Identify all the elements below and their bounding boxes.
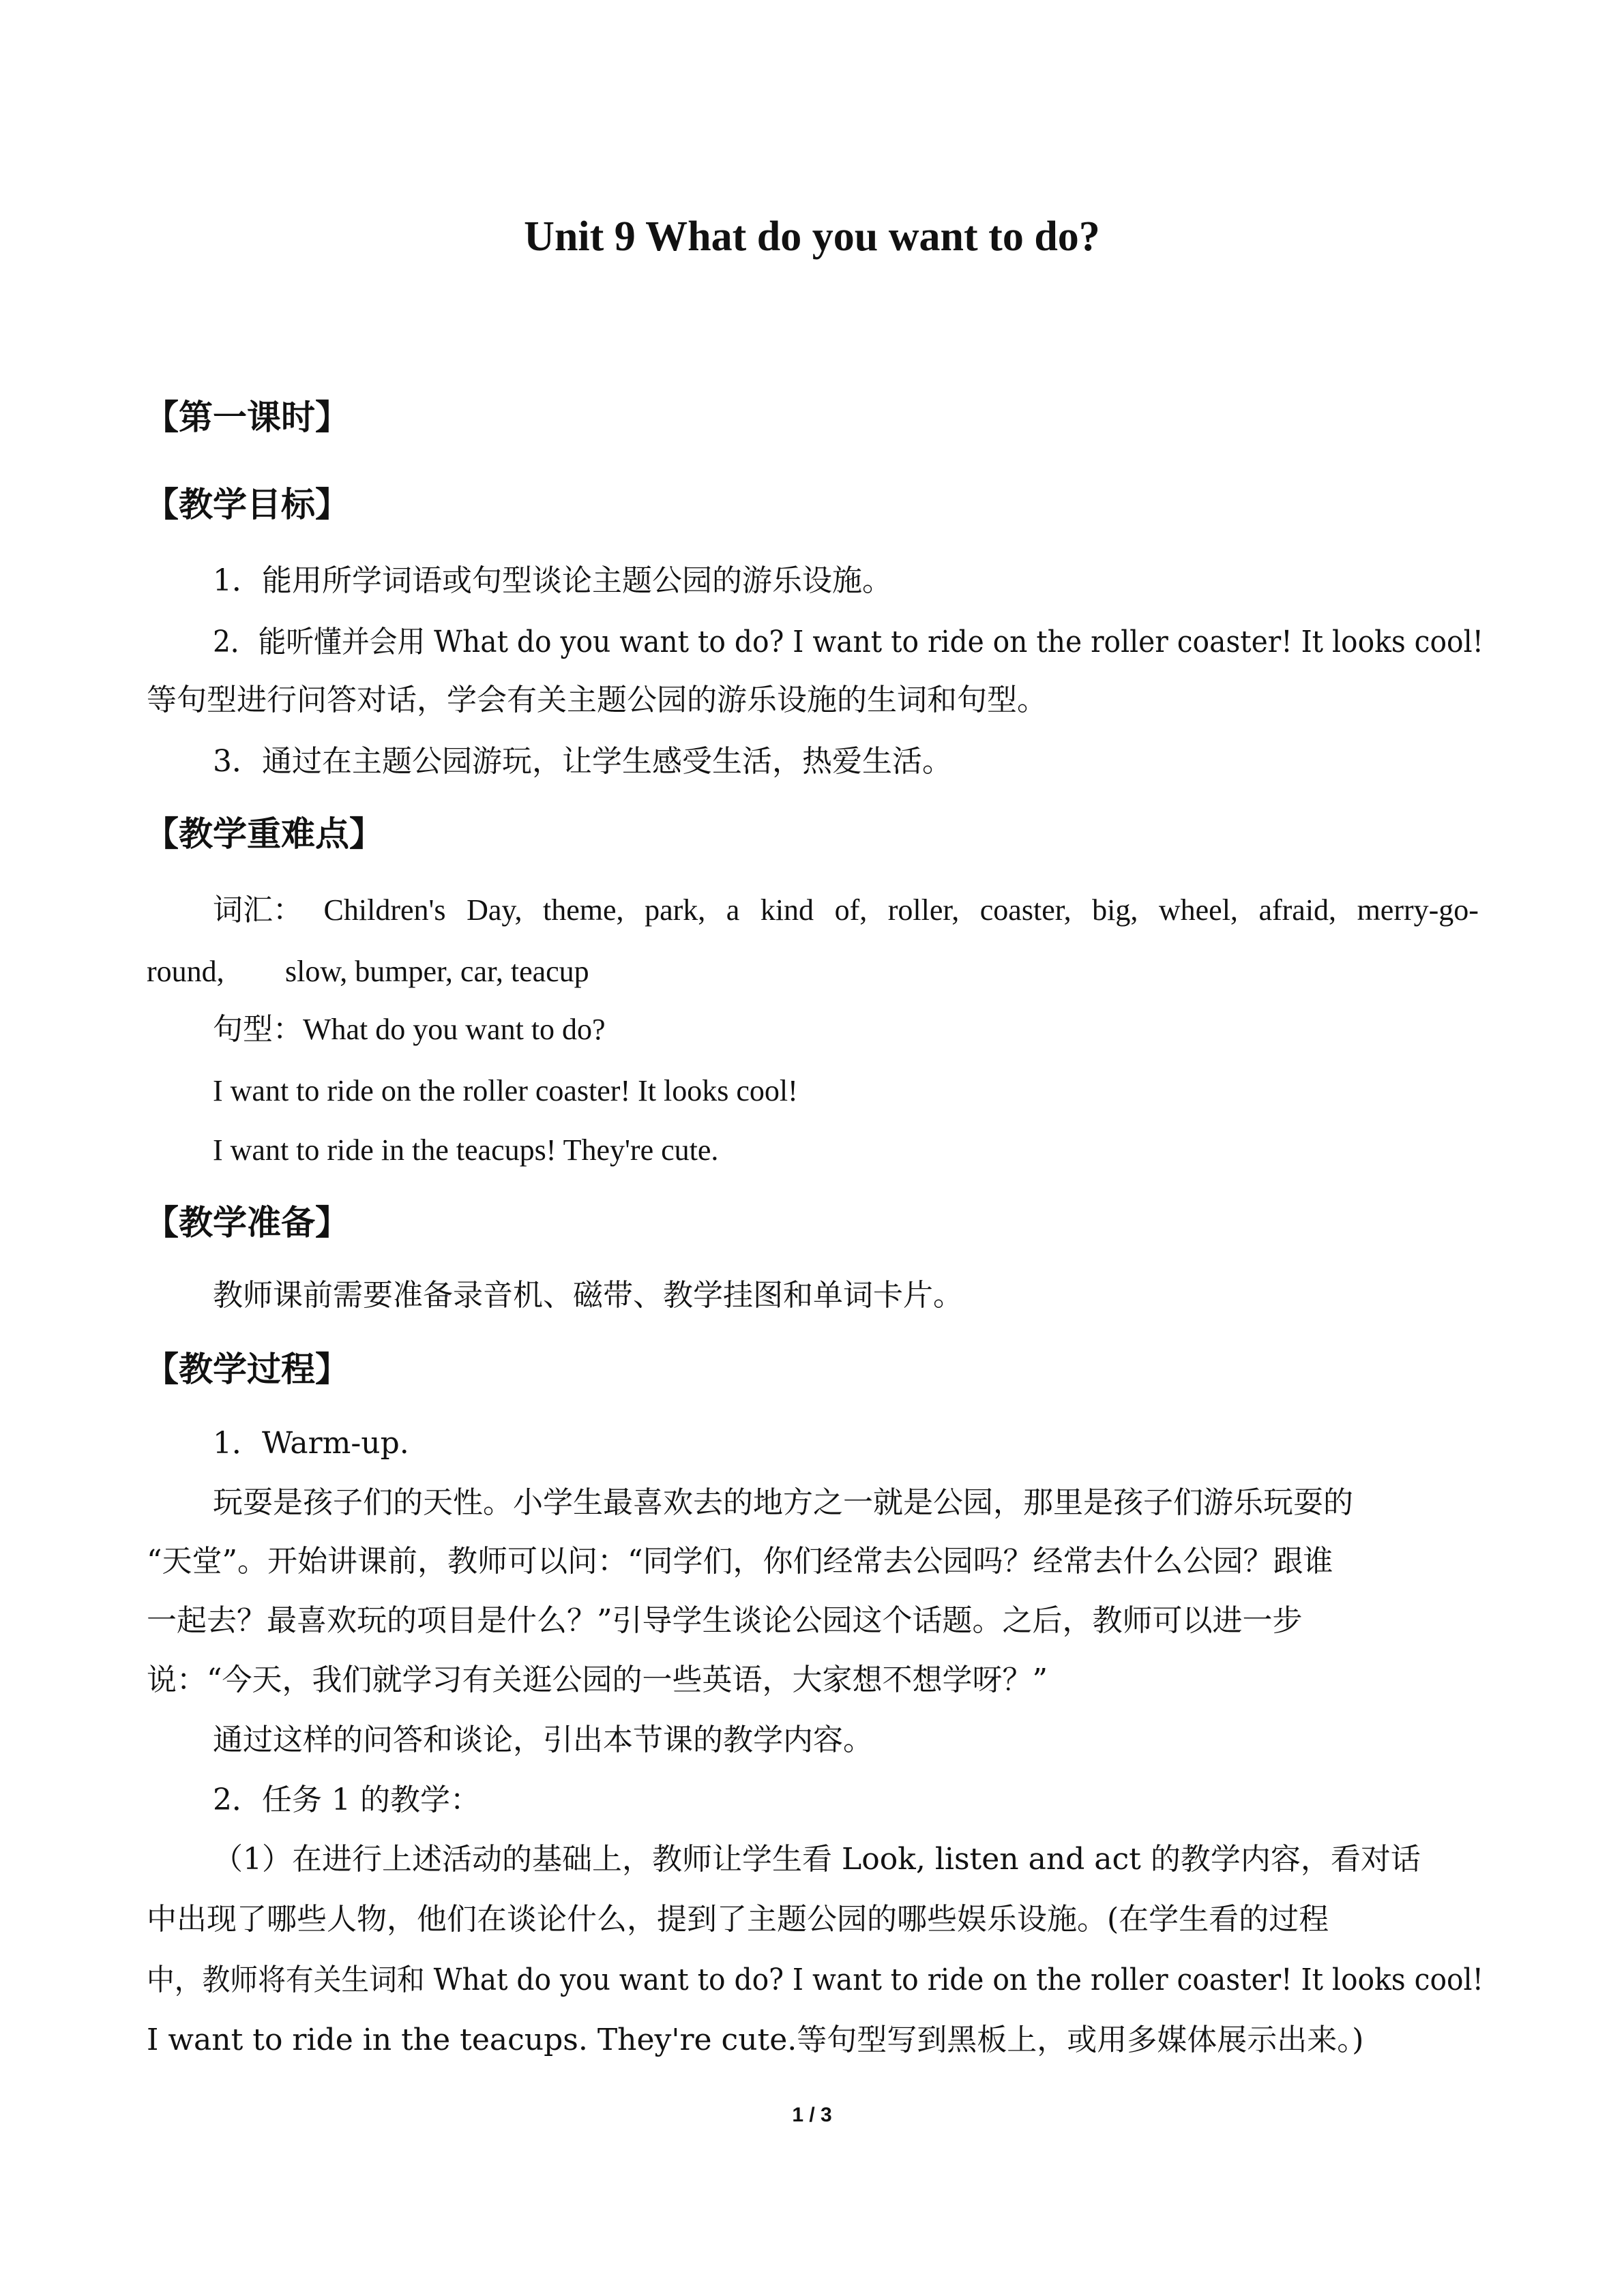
vocab-word: big, — [1092, 893, 1138, 927]
vocab-word: Children's — [323, 893, 446, 927]
pattern-1: What do you want to do? — [303, 1013, 606, 1046]
pattern-3: I want to ride in the teacups! They're cute. — [213, 1133, 719, 1167]
vocab-word: afraid, — [1258, 893, 1337, 927]
vocab-line-2-start: round, — [147, 955, 224, 988]
vocab-word: kind — [760, 893, 814, 927]
pattern-2: I want to ride on the roller coaster! It looks cool! — [213, 1074, 798, 1107]
process-step-1: 1．Warm-up. — [213, 1426, 409, 1461]
process-paragraph-1-line-4: 说：“今天，我们就学习有关逛公园的一些英语，大家想不想学呀？” — [147, 1663, 1048, 1697]
objective-item-1: 1．能用所学词语或句型谈论主题公园的游乐设施。 — [213, 563, 892, 598]
vocab-word: merry-go- — [1357, 893, 1479, 927]
process-paragraph-1-line-2: “天堂”。开始讲课前，教师可以问：“同学们，你们经常去公园吗？经常去什么公园？跟谁 — [147, 1544, 1333, 1579]
preparation-text: 教师课前需要准备录音机、磁带、教学挂图和单词卡片。 — [213, 1278, 963, 1313]
vocab-word: Day, — [467, 893, 522, 927]
vocab-word: coaster, — [979, 893, 1072, 927]
process-paragraph-1-line-1: 玩耍是孩子们的天性。小学生最喜欢去的地方之一就是公园，那里是孩子们游乐玩耍的 — [213, 1485, 1353, 1520]
heading-key-points: 【教学重难点】 — [145, 814, 383, 854]
page-number: 1 / 3 — [792, 2104, 832, 2126]
heading-lesson: 【第一课时】 — [145, 398, 349, 437]
vocab-word: roller, — [887, 893, 960, 927]
objective-item-3: 3．通过在主题公园游玩，让学生感受生活，热爱生活。 — [213, 744, 952, 779]
task1-line-1: （1）在进行上述活动的基础上，教师让学生看 Look, listen and act 的教学内容，看对话 — [213, 1842, 1421, 1877]
process-paragraph-2: 通过这样的问答和谈论，引出本节课的教学内容。 — [213, 1723, 873, 1757]
objective-item-2-line-2: 等句型进行问答对话，学会有关主题公园的游乐设施的生词和句型。 — [147, 683, 1047, 717]
heading-process: 【教学过程】 — [145, 1350, 349, 1389]
vocab-word: of, — [834, 893, 868, 927]
objective-item-2-line-1: 2．能听懂并会用 What do you want to do? I want to ride on the roller coaster! It looks cool! — [213, 625, 1483, 659]
vocab-label: 词汇： — [213, 893, 303, 927]
task1-line-3: 中，教师将有关生词和 What do you want to do? I want to ride on the roller coaster! It looks cool! — [147, 1963, 1483, 1997]
pattern-line-1 — [213, 1012, 606, 1047]
heading-preparation: 【教学准备】 — [145, 1203, 349, 1242]
vocab-word: a — [726, 893, 740, 927]
document-title: Unit 9 What do you want to do? — [524, 213, 1100, 260]
vocab-word: theme, — [543, 893, 624, 927]
vocab-line-1 — [213, 895, 1479, 925]
process-step-2: 2．任务 1 的教学： — [213, 1783, 480, 1817]
task1-line-4: I want to ride in the teacups. They're cute.等句型写到黑板上，或用多媒体展示出来。) — [147, 2023, 1364, 2057]
process-paragraph-1-line-3: 一起去？最喜欢玩的项目是什么？”引导学生谈论公园这个话题。之后，教师可以进一步 — [147, 1603, 1303, 1638]
vocab-line-2-end: slow, bumper, car, teacup — [285, 955, 589, 988]
vocab-word: park, — [645, 893, 706, 927]
heading-objectives: 【教学目标】 — [145, 485, 349, 524]
pattern-label: 句型： — [213, 1012, 303, 1047]
task1-line-2: 中出现了哪些人物，他们在谈论什么，提到了主题公园的哪些娱乐设施。(在学生看的过程 — [147, 1902, 1329, 1937]
vocab-word: wheel, — [1158, 893, 1238, 927]
